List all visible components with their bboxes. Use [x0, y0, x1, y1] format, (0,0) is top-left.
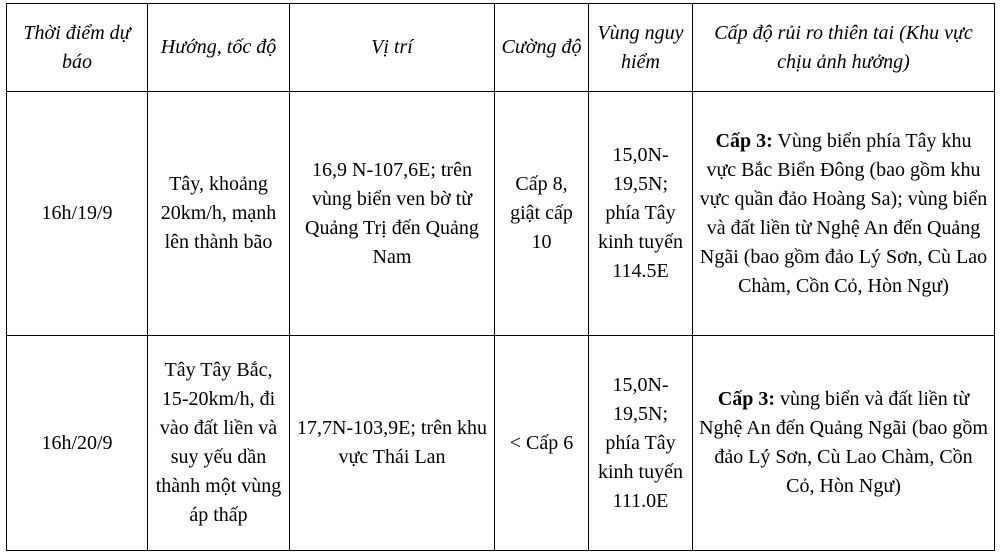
- forecast-time-cell: 16h/20/9: [7, 336, 148, 551]
- table-header-row: [7, 4, 995, 92]
- risk-cell: [693, 336, 995, 551]
- risk-level-label: Cấp 3:: [715, 129, 773, 152]
- header-position: Vị trí: [290, 4, 495, 92]
- danger-zone-cell: 15,0N-19,5N; phía Tây kinh tuyến 114.5E: [589, 92, 693, 336]
- header-forecast-time: Thời điểm dự báo: [7, 4, 148, 92]
- direction-speed-cell: Tây Tây Bắc, 15-20km/h, đi vào đất liền và suy yếu dần thành một vùng áp thấp: [148, 336, 290, 551]
- risk-area-text: vùng biển và đất liền từ Nghệ An đến Quảng Ngãi (bao gồm đảo Lý Sơn, Cù Lao Chàm, Cồn Cỏ, Hòn Ngư): [699, 388, 988, 497]
- risk-area-text: Vùng biển phía Tây khu vực Bắc Biển Đông (bao gồm khu vực quần đảo Hoàng Sa); vùng biển và đất liền từ Nghệ An đến Quảng Ngãi (bao gồm đảo Lý Sơn, Cù Lao Chàm, Cồn Cỏ, Hòn Ngư): [699, 129, 988, 297]
- table-row: [7, 92, 995, 336]
- header-direction-speed: Hướng, tốc độ: [148, 4, 290, 92]
- header-risk-level: Cấp độ rủi ro thiên tai (Khu vực chịu ảnh hưởng): [693, 4, 995, 92]
- direction-speed-cell: Tây, khoảng 20km/h, mạnh lên thành bão: [148, 92, 290, 336]
- table-row: [7, 336, 995, 551]
- position-cell: 16,9 N-107,6E; trên vùng biển ven bờ từ Quảng Trị đến Quảng Nam: [290, 92, 495, 336]
- header-intensity: Cường độ: [495, 4, 589, 92]
- position-cell: 17,7N-103,9E; trên khu vực Thái Lan: [290, 336, 495, 551]
- storm-forecast-table: [6, 3, 995, 551]
- risk-cell: [693, 92, 995, 336]
- danger-zone-cell: 15,0N-19,5N; phía Tây kinh tuyến 111.0E: [589, 336, 693, 551]
- intensity-cell: Cấp 8, giật cấp 10: [495, 92, 589, 336]
- forecast-time-cell: 16h/19/9: [7, 92, 148, 336]
- intensity-cell: < Cấp 6: [495, 336, 589, 551]
- risk-level-label: Cấp 3:: [717, 388, 776, 410]
- header-danger-zone: Vùng nguy hiểm: [589, 4, 693, 92]
